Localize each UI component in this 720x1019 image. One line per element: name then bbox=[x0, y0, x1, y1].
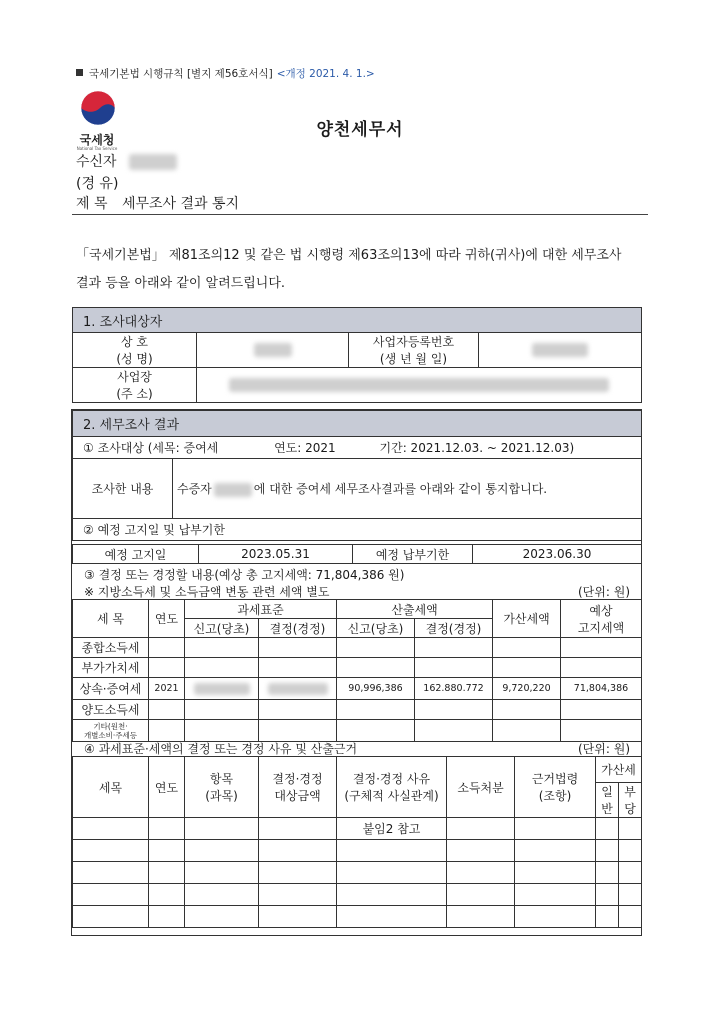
schedule-table bbox=[72, 544, 642, 564]
notice-date-value: 2023.05.31 bbox=[199, 545, 353, 564]
form-header bbox=[76, 66, 375, 81]
table-row bbox=[73, 840, 642, 862]
col-base-decided: 결정(경정) bbox=[259, 619, 337, 638]
section1-table bbox=[72, 307, 642, 403]
col-year: 연도 bbox=[149, 600, 185, 638]
content-value: 수증자 에 대한 증여세 세무조사결과를 아래와 같이 통지합니다. bbox=[173, 459, 642, 519]
col-base-filed: 신고(당초) bbox=[185, 619, 259, 638]
item4-unit: (단위: 원) bbox=[578, 742, 630, 756]
col-base: 과세표준 bbox=[185, 600, 337, 619]
subject-label: 제 목 bbox=[76, 196, 108, 212]
section1-title: 1. 조사대상자 bbox=[73, 308, 642, 333]
col-item: 항목 (과목) bbox=[185, 757, 259, 818]
form-header-label: 국세기본법 시행규칙 [별지 제56호서식] bbox=[89, 68, 273, 80]
col-income: 소득처분 bbox=[447, 757, 515, 818]
logo-subtext: National Tax Service bbox=[76, 146, 118, 151]
col-year: 연도 bbox=[149, 757, 185, 818]
intro-paragraph bbox=[76, 242, 648, 298]
intro-line-1: 「국세기본법」 제81조의12 및 같은 법 시행령 제63조의13에 따라 귀하(귀사)에 대한 세무조사 bbox=[76, 248, 622, 263]
subject-row bbox=[76, 193, 239, 213]
table-row: 종합소득세 bbox=[73, 638, 642, 658]
due-date-label: 예정 납부기한 bbox=[353, 545, 473, 564]
col-calc: 산출세액 bbox=[337, 600, 493, 619]
via-label: (경 유) bbox=[76, 176, 119, 192]
col-reason: 결정·경정 사유 (구체적 사실관계) bbox=[337, 757, 447, 818]
name-value bbox=[197, 333, 349, 368]
table-row bbox=[73, 906, 642, 928]
item3-unit: (단위: 원) bbox=[578, 585, 630, 599]
due-date-value: 2023.06.30 bbox=[473, 545, 642, 564]
notice-date-label: 예정 고지일 bbox=[73, 545, 199, 564]
col-penalty: 가산세액 bbox=[493, 600, 561, 638]
col-amount: 결정·경정 대상금액 bbox=[259, 757, 337, 818]
col-tax: 세목 bbox=[73, 757, 149, 818]
content-label: 조사한 내용 bbox=[73, 459, 173, 519]
intro-line-2: 결과 등을 아래와 같이 알려드립니다. bbox=[76, 276, 286, 291]
item1-year: 연도: 2021 bbox=[274, 441, 336, 455]
redacted-recipient bbox=[129, 154, 177, 170]
item2-label: ② 예정 고지일 및 납부기한 bbox=[73, 519, 642, 541]
table-row bbox=[73, 818, 642, 840]
office-name: 양천세무서 bbox=[316, 120, 404, 140]
tax-amount-table bbox=[72, 599, 642, 742]
table-row: 부가가치세 bbox=[73, 658, 642, 678]
item3-sublabel: ※ 지방소득세 및 소득금액 변동 관련 세액 별도 bbox=[84, 585, 330, 599]
col-tax: 세 목 bbox=[73, 600, 149, 638]
col-expected: 예상 고지세액 bbox=[561, 600, 642, 638]
section2-title: 2. 세무조사 결과 bbox=[73, 411, 642, 437]
col-law: 근거법령 (조항) bbox=[515, 757, 596, 818]
bizno-label: 사업자등록번호 (생 년 월 일) bbox=[349, 333, 479, 368]
section2-top-table bbox=[72, 410, 642, 541]
logo-text: 국세청 bbox=[79, 133, 115, 147]
item1-label: ① 조사대상 (세목: 증여세 bbox=[83, 441, 219, 455]
table-row bbox=[73, 862, 642, 884]
square-bullet-icon bbox=[76, 69, 83, 76]
subject-text: 세무조사 결과 통지 bbox=[121, 196, 240, 212]
table-row: 상속·증여세 2021 90,996,386 162.880.772 9,720,220 71,804,386 bbox=[73, 678, 642, 700]
col-calc-decided: 결정(경정) bbox=[415, 619, 493, 638]
item3-label: ③ 결정 또는 경정할 내용(예상 총 고지세액: 71,804,386 원) bbox=[84, 568, 405, 582]
recipient-label: 수신자 bbox=[76, 154, 117, 170]
col-calc-filed: 신고(당초) bbox=[337, 619, 415, 638]
bizno-value bbox=[479, 333, 642, 368]
reason-table bbox=[72, 756, 642, 928]
table-row bbox=[73, 884, 642, 906]
table-row: 양도소득세 bbox=[73, 700, 642, 720]
reason-note: 붙임2 참고 bbox=[337, 818, 447, 840]
col-penalty-unfair: 부 당 bbox=[619, 783, 642, 818]
col-penalty: 가산세 bbox=[596, 757, 642, 783]
table-row: 기타(원천· 개별소비·주세등 bbox=[73, 720, 642, 742]
name-label: 상 호 (성 명) bbox=[73, 333, 197, 368]
item1-period: 기간: 2021.12.03. ~ 2021.12.03) bbox=[379, 441, 575, 455]
form-revision: <개정 2021. 4. 1.> bbox=[276, 68, 375, 80]
col-penalty-general: 일 반 bbox=[596, 783, 619, 818]
item1-row bbox=[73, 437, 642, 459]
item4-label: ④ 과세표준·세액의 결정 또는 경정 사유 및 산출근거 bbox=[84, 742, 358, 756]
addr-value bbox=[197, 368, 642, 403]
recipient-row bbox=[76, 151, 177, 171]
addr-label: 사업장 (주 소) bbox=[73, 368, 197, 403]
title-divider bbox=[72, 214, 648, 215]
